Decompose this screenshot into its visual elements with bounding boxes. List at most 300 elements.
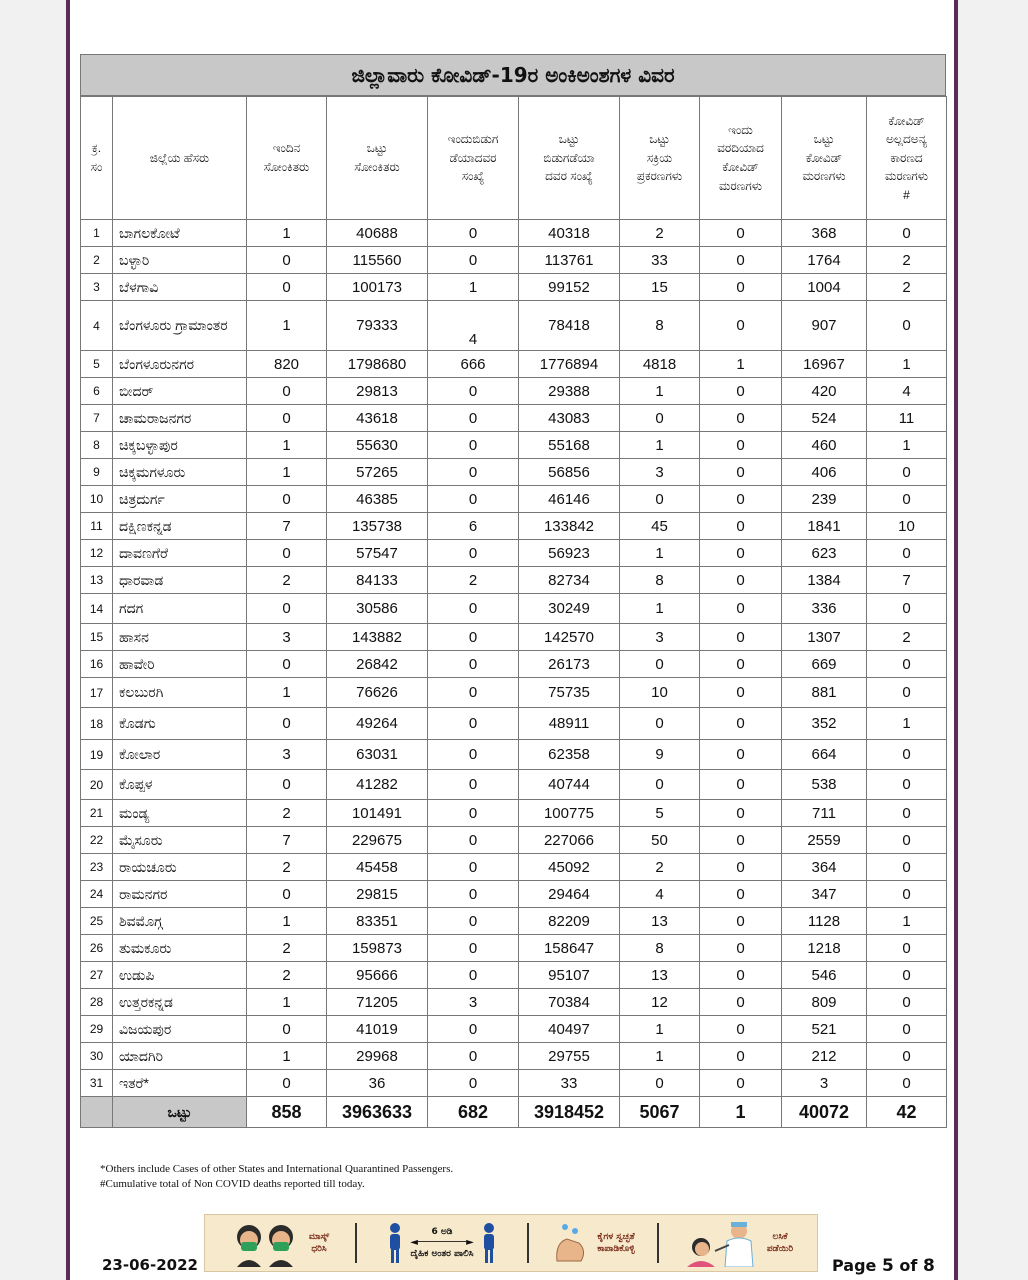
total-cases-cell: 143882 bbox=[327, 624, 428, 651]
total-deaths-cell: 711 bbox=[782, 800, 867, 827]
active-cases-cell: 12 bbox=[620, 989, 700, 1016]
today-deaths-cell: 0 bbox=[700, 935, 782, 962]
table-row bbox=[81, 989, 947, 1016]
today-deaths-cell: 1 bbox=[700, 351, 782, 378]
active-cases-cell: 5 bbox=[620, 800, 700, 827]
today-discharged-cell: 0 bbox=[428, 935, 519, 962]
active-cases-cell: 0 bbox=[620, 405, 700, 432]
total-cases-cell: 83351 bbox=[327, 908, 428, 935]
district-name-cell: ಚಿಕ್ಕಬಳ್ಳಾಪುರ bbox=[113, 432, 247, 459]
table-row bbox=[81, 1016, 947, 1043]
today-cases-cell: 3 bbox=[247, 624, 327, 651]
today-cases-cell: 2 bbox=[247, 962, 327, 989]
district-name-cell: ಚಿಕ್ಕಮಗಳೂರು bbox=[113, 459, 247, 486]
today-cases-cell: 0 bbox=[247, 770, 327, 800]
total-today-deaths-cell: 1 bbox=[700, 1097, 782, 1128]
table-body bbox=[81, 220, 947, 1128]
distance-section: 6 ಅಡಿ ◄────────► ದೈಹಿಕ ಅಂತರ ಪಾಲಿಸಿ bbox=[357, 1215, 527, 1271]
person-icon bbox=[482, 1223, 496, 1263]
total-discharged-cell: 56923 bbox=[519, 540, 620, 567]
today-discharged-cell: 0 bbox=[428, 651, 519, 678]
table-row bbox=[81, 708, 947, 740]
district-name-cell: ಉಡುಪಿ bbox=[113, 962, 247, 989]
table-row bbox=[81, 1070, 947, 1097]
today-discharged-cell: 0 bbox=[428, 678, 519, 708]
today-deaths-cell: 0 bbox=[700, 540, 782, 567]
total-deaths-cell: 669 bbox=[782, 651, 867, 678]
serial-cell: 16 bbox=[81, 651, 113, 678]
total-cases-cell: 71205 bbox=[327, 989, 428, 1016]
serial-cell: 12 bbox=[81, 540, 113, 567]
today-cases-cell: 1 bbox=[247, 1043, 327, 1070]
total-deaths-cell: 420 bbox=[782, 378, 867, 405]
table-row bbox=[81, 678, 947, 708]
today-deaths-cell: 0 bbox=[700, 301, 782, 351]
distance-arrow-icon: ◄────────► bbox=[410, 1237, 474, 1248]
district-name-cell: ಗದಗ bbox=[113, 594, 247, 624]
total-discharged-cell: 78418 bbox=[519, 301, 620, 351]
today-deaths-cell: 0 bbox=[700, 459, 782, 486]
district-name-cell: ಚಿತ್ರದುರ್ಗ bbox=[113, 486, 247, 513]
total-deaths-cell: 1764 bbox=[782, 247, 867, 274]
district-name-cell: ಹಾಸನ bbox=[113, 624, 247, 651]
table-row bbox=[81, 854, 947, 881]
total-discharged-cell: 95107 bbox=[519, 962, 620, 989]
total-deaths-cell: 3 bbox=[782, 1070, 867, 1097]
district-name-cell: ಬಾಗಲಕೋಟೆ bbox=[113, 220, 247, 247]
total-cases-cell: 43618 bbox=[327, 405, 428, 432]
active-cases-cell: 0 bbox=[620, 486, 700, 513]
active-cases-cell: 4818 bbox=[620, 351, 700, 378]
table-row bbox=[81, 881, 947, 908]
serial-cell: 28 bbox=[81, 989, 113, 1016]
header-non-covid-deaths: ಕೋವಿಡ್ ಅಲ್ಲದಅನ್ಯ ಕಾರಣದ ಮರಣಗಳು # bbox=[867, 97, 947, 220]
today-deaths-cell: 0 bbox=[700, 1043, 782, 1070]
total-deaths-cell: 406 bbox=[782, 459, 867, 486]
total-discharged-cell: 99152 bbox=[519, 274, 620, 301]
today-discharged-cell: 0 bbox=[428, 247, 519, 274]
total-deaths-cell: 347 bbox=[782, 881, 867, 908]
table-row bbox=[81, 567, 947, 594]
non-covid-deaths-cell: 0 bbox=[867, 989, 947, 1016]
total-cases-cell: 1798680 bbox=[327, 351, 428, 378]
total-row bbox=[81, 1097, 947, 1128]
total-cases-cell: 57265 bbox=[327, 459, 428, 486]
active-cases-cell: 2 bbox=[620, 854, 700, 881]
total-discharged-cell: 43083 bbox=[519, 405, 620, 432]
today-discharged-cell: 0 bbox=[428, 1043, 519, 1070]
table-row bbox=[81, 800, 947, 827]
total-discharged-cell: 40744 bbox=[519, 770, 620, 800]
vaccination-icon bbox=[681, 1219, 761, 1267]
non-covid-deaths-cell: 0 bbox=[867, 854, 947, 881]
today-deaths-cell: 0 bbox=[700, 220, 782, 247]
header-total-deaths: ಒಟ್ಟು ಕೋವಿಡ್ ಮರಣಗಳು bbox=[782, 97, 867, 220]
handwash-icon bbox=[551, 1221, 591, 1265]
active-cases-cell: 4 bbox=[620, 881, 700, 908]
active-cases-cell: 0 bbox=[620, 1070, 700, 1097]
today-cases-cell: 2 bbox=[247, 935, 327, 962]
table-row bbox=[81, 405, 947, 432]
non-covid-deaths-cell: 0 bbox=[867, 540, 947, 567]
today-cases-cell: 0 bbox=[247, 1070, 327, 1097]
non-covid-deaths-cell: 0 bbox=[867, 935, 947, 962]
active-cases-cell: 9 bbox=[620, 740, 700, 770]
non-covid-deaths-cell: 0 bbox=[867, 594, 947, 624]
non-covid-deaths-cell: 11 bbox=[867, 405, 947, 432]
header-today-cases: ಇಂದಿನ ಸೋಂಕಿತರು bbox=[247, 97, 327, 220]
footnote-others: *Others include Cases of other States and International Quarantined Passengers. bbox=[100, 1163, 454, 1175]
today-discharged-cell: 0 bbox=[428, 800, 519, 827]
today-cases-cell: 0 bbox=[247, 881, 327, 908]
total-cases-cell: 79333 bbox=[327, 301, 428, 351]
active-cases-cell: 10 bbox=[620, 678, 700, 708]
total-discharged-cell: 48911 bbox=[519, 708, 620, 740]
total-discharged-cell: 158647 bbox=[519, 935, 620, 962]
header-total-discharged: ಒಟ್ಟು ಬಿಡುಗಡೆಯಾ ದವರ ಸಂಖ್ಯೆ bbox=[519, 97, 620, 220]
total-cases-cell: 159873 bbox=[327, 935, 428, 962]
district-name-cell: ಕೋಲಾರ bbox=[113, 740, 247, 770]
district-name-cell: ಇತರೆ* bbox=[113, 1070, 247, 1097]
total-discharged-cell: 29755 bbox=[519, 1043, 620, 1070]
total-cases-cell: 76626 bbox=[327, 678, 428, 708]
active-cases-cell: 0 bbox=[620, 770, 700, 800]
non-covid-deaths-cell: 2 bbox=[867, 624, 947, 651]
mask-people-icon bbox=[231, 1219, 301, 1267]
today-discharged-cell: 0 bbox=[428, 432, 519, 459]
non-covid-deaths-cell: 0 bbox=[867, 1070, 947, 1097]
table-row bbox=[81, 486, 947, 513]
today-deaths-cell: 0 bbox=[700, 1016, 782, 1043]
total-discharged-cell: 29464 bbox=[519, 881, 620, 908]
total-discharged-cell: 33 bbox=[519, 1070, 620, 1097]
table-row bbox=[81, 770, 947, 800]
total-cases-cell: 229675 bbox=[327, 827, 428, 854]
header-serial: ಕ್ರ. ಸಂ bbox=[81, 97, 113, 220]
today-cases-cell: 1 bbox=[247, 678, 327, 708]
district-name-cell: ಮೈಸೂರು bbox=[113, 827, 247, 854]
table-row bbox=[81, 513, 947, 540]
active-cases-cell: 8 bbox=[620, 935, 700, 962]
active-cases-cell: 13 bbox=[620, 908, 700, 935]
active-cases-cell: 1 bbox=[620, 594, 700, 624]
total-deaths-cell: 460 bbox=[782, 432, 867, 459]
serial-cell: 22 bbox=[81, 827, 113, 854]
total-discharged-cell: 82209 bbox=[519, 908, 620, 935]
total-discharged-cell: 75735 bbox=[519, 678, 620, 708]
total-deaths-cell: 239 bbox=[782, 486, 867, 513]
table-row bbox=[81, 274, 947, 301]
serial-cell: 2 bbox=[81, 247, 113, 274]
total-deaths-cell: 809 bbox=[782, 989, 867, 1016]
total-deaths-cell: 1841 bbox=[782, 513, 867, 540]
active-cases-cell: 1 bbox=[620, 378, 700, 405]
table-row bbox=[81, 301, 947, 351]
table-row bbox=[81, 908, 947, 935]
total-discharged-cell: 26173 bbox=[519, 651, 620, 678]
active-cases-cell: 33 bbox=[620, 247, 700, 274]
today-deaths-cell: 0 bbox=[700, 378, 782, 405]
total-discharged-cell: 40497 bbox=[519, 1016, 620, 1043]
today-discharged-cell: 2 bbox=[428, 567, 519, 594]
today-discharged-cell: 0 bbox=[428, 405, 519, 432]
today-deaths-cell: 0 bbox=[700, 432, 782, 459]
active-cases-cell: 8 bbox=[620, 301, 700, 351]
district-name-cell: ದಕ್ಷಿಣಕನ್ನಡ bbox=[113, 513, 247, 540]
district-name-cell: ಕಲಬುರಗಿ bbox=[113, 678, 247, 708]
non-covid-deaths-cell: 0 bbox=[867, 651, 947, 678]
serial-cell: 5 bbox=[81, 351, 113, 378]
total-deaths-cell: 336 bbox=[782, 594, 867, 624]
district-name-cell: ವಿಜಯಪುರ bbox=[113, 1016, 247, 1043]
active-cases-cell: 50 bbox=[620, 827, 700, 854]
page-number: Page 5 of 8 bbox=[832, 1256, 935, 1276]
active-cases-cell: 0 bbox=[620, 651, 700, 678]
non-covid-deaths-cell: 7 bbox=[867, 567, 947, 594]
today-deaths-cell: 0 bbox=[700, 624, 782, 651]
non-covid-deaths-cell: 0 bbox=[867, 459, 947, 486]
today-deaths-cell: 0 bbox=[700, 486, 782, 513]
today-discharged-cell: 0 bbox=[428, 540, 519, 567]
today-discharged-cell: 0 bbox=[428, 459, 519, 486]
today-cases-cell: 1 bbox=[247, 432, 327, 459]
district-name-cell: ಉತ್ತರಕನ್ನಡ bbox=[113, 989, 247, 1016]
serial-cell: 19 bbox=[81, 740, 113, 770]
today-cases-cell: 0 bbox=[247, 651, 327, 678]
total-cases-cell: 135738 bbox=[327, 513, 428, 540]
today-deaths-cell: 0 bbox=[700, 800, 782, 827]
serial-cell: 23 bbox=[81, 854, 113, 881]
district-name-cell: ಶಿವಮೊಗ್ಗ bbox=[113, 908, 247, 935]
today-cases-cell: 0 bbox=[247, 708, 327, 740]
non-covid-deaths-cell: 0 bbox=[867, 1043, 947, 1070]
non-covid-deaths-cell: 0 bbox=[867, 678, 947, 708]
vaccine-section: ಲಸಿಕೆ ಪಡೆಯಿರಿ bbox=[659, 1215, 815, 1271]
serial-cell: 3 bbox=[81, 274, 113, 301]
non-covid-deaths-cell: 0 bbox=[867, 962, 947, 989]
total-serial-cell bbox=[81, 1097, 113, 1128]
total-cases-cell: 95666 bbox=[327, 962, 428, 989]
today-cases-cell: 1 bbox=[247, 908, 327, 935]
today-cases-cell: 0 bbox=[247, 486, 327, 513]
active-cases-cell: 1 bbox=[620, 540, 700, 567]
total-discharged-cell: 1776894 bbox=[519, 351, 620, 378]
non-covid-deaths-cell: 1 bbox=[867, 432, 947, 459]
today-discharged-cell: 666 bbox=[428, 351, 519, 378]
total-cases-cell: 63031 bbox=[327, 740, 428, 770]
total-cases-cell: 55630 bbox=[327, 432, 428, 459]
today-discharged-cell: 0 bbox=[428, 378, 519, 405]
table-row bbox=[81, 827, 947, 854]
total-discharged-cell: 55168 bbox=[519, 432, 620, 459]
today-discharged-cell: 0 bbox=[428, 1070, 519, 1097]
serial-cell: 15 bbox=[81, 624, 113, 651]
serial-cell: 10 bbox=[81, 486, 113, 513]
page-title: ಜಿಲ್ಲಾವಾರು ಕೋವಿಡ್-19ರ ಅಂಕಿಅಂಶಗಳ ವಿವರ bbox=[80, 54, 946, 96]
header-today-discharged: ಇಂದುಬಿಡುಗ ಡೆಯಾದವರ ಸಂಖ್ಯೆ bbox=[428, 97, 519, 220]
total-cases-cell: 45458 bbox=[327, 854, 428, 881]
today-deaths-cell: 0 bbox=[700, 405, 782, 432]
serial-cell: 20 bbox=[81, 770, 113, 800]
table-row bbox=[81, 962, 947, 989]
total-deaths-cell: 1004 bbox=[782, 274, 867, 301]
today-deaths-cell: 0 bbox=[700, 678, 782, 708]
total-cases-cell: 29813 bbox=[327, 378, 428, 405]
today-deaths-cell: 0 bbox=[700, 740, 782, 770]
serial-cell: 13 bbox=[81, 567, 113, 594]
footnote-non-covid: #Cumulative total of Non COVID deaths reported till today. bbox=[100, 1178, 365, 1190]
today-discharged-cell: 1 bbox=[428, 274, 519, 301]
serial-cell: 29 bbox=[81, 1016, 113, 1043]
total-deaths-cell: 1218 bbox=[782, 935, 867, 962]
today-discharged-cell: 0 bbox=[428, 908, 519, 935]
district-name-cell: ಕೊಪ್ಪಳ bbox=[113, 770, 247, 800]
total-cases-cell: 26842 bbox=[327, 651, 428, 678]
today-cases-cell: 0 bbox=[247, 540, 327, 567]
non-covid-deaths-cell: 0 bbox=[867, 1016, 947, 1043]
total-deaths-cell: 524 bbox=[782, 405, 867, 432]
serial-cell: 26 bbox=[81, 935, 113, 962]
table-row bbox=[81, 247, 947, 274]
table-row bbox=[81, 459, 947, 486]
today-cases-cell: 0 bbox=[247, 247, 327, 274]
today-deaths-cell: 0 bbox=[700, 708, 782, 740]
non-covid-deaths-cell: 1 bbox=[867, 708, 947, 740]
today-cases-cell: 3 bbox=[247, 740, 327, 770]
today-cases-cell: 7 bbox=[247, 513, 327, 540]
today-deaths-cell: 0 bbox=[700, 247, 782, 274]
district-name-cell: ಹಾವೇರಿ bbox=[113, 651, 247, 678]
table-row bbox=[81, 935, 947, 962]
today-cases-cell: 820 bbox=[247, 351, 327, 378]
district-covid-table bbox=[80, 96, 947, 1128]
today-cases-cell: 0 bbox=[247, 594, 327, 624]
district-name-cell: ಧಾರವಾಡ bbox=[113, 567, 247, 594]
total-cases-cell: 49264 bbox=[327, 708, 428, 740]
total-discharged-cell: 40318 bbox=[519, 220, 620, 247]
total-discharged-cell: 113761 bbox=[519, 247, 620, 274]
today-cases-cell: 0 bbox=[247, 274, 327, 301]
total-deaths-cell: 546 bbox=[782, 962, 867, 989]
today-cases-cell: 1 bbox=[247, 459, 327, 486]
serial-cell: 9 bbox=[81, 459, 113, 486]
serial-cell: 8 bbox=[81, 432, 113, 459]
serial-cell: 17 bbox=[81, 678, 113, 708]
total-discharged-cell: 100775 bbox=[519, 800, 620, 827]
table-row bbox=[81, 378, 947, 405]
total-cases-cell: 29815 bbox=[327, 881, 428, 908]
handwash-section: ಕೈಗಳ ಸ್ವಚ್ಛತೆ ಕಾಪಾಡಿಕೊಳ್ಳಿ bbox=[529, 1215, 657, 1271]
today-cases-cell: 2 bbox=[247, 854, 327, 881]
today-cases-cell: 0 bbox=[247, 405, 327, 432]
district-name-cell: ಬೆಳಗಾವಿ bbox=[113, 274, 247, 301]
table-row bbox=[81, 220, 947, 247]
total-discharged-cell: 29388 bbox=[519, 378, 620, 405]
total-cases-cell: 30586 bbox=[327, 594, 428, 624]
non-covid-deaths-cell: 0 bbox=[867, 827, 947, 854]
total-discharged-cell: 56856 bbox=[519, 459, 620, 486]
active-cases-cell: 0 bbox=[620, 708, 700, 740]
total-cases-cell: 115560 bbox=[327, 247, 428, 274]
active-cases-cell: 3 bbox=[620, 459, 700, 486]
district-name-cell: ಕೊಡಗು bbox=[113, 708, 247, 740]
total-today-cases-cell: 858 bbox=[247, 1097, 327, 1128]
total-deaths-cell: 538 bbox=[782, 770, 867, 800]
active-cases-cell: 15 bbox=[620, 274, 700, 301]
total-deaths-cell: 368 bbox=[782, 220, 867, 247]
total-cases-cell: 46385 bbox=[327, 486, 428, 513]
today-deaths-cell: 0 bbox=[700, 274, 782, 301]
serial-cell: 11 bbox=[81, 513, 113, 540]
today-deaths-cell: 0 bbox=[700, 594, 782, 624]
today-discharged-cell: 0 bbox=[428, 881, 519, 908]
total-cases-cell: 40688 bbox=[327, 220, 428, 247]
non-covid-deaths-cell: 1 bbox=[867, 908, 947, 935]
table-row bbox=[81, 540, 947, 567]
active-cases-cell: 45 bbox=[620, 513, 700, 540]
non-covid-deaths-cell: 0 bbox=[867, 770, 947, 800]
serial-cell: 24 bbox=[81, 881, 113, 908]
today-discharged-cell: 0 bbox=[428, 740, 519, 770]
total-cases-cell: 41282 bbox=[327, 770, 428, 800]
total-cases-cell: 41019 bbox=[327, 1016, 428, 1043]
non-covid-deaths-cell: 1 bbox=[867, 351, 947, 378]
total-today-discharged-cell: 682 bbox=[428, 1097, 519, 1128]
district-name-cell: ಯಾದಗಿರಿ bbox=[113, 1043, 247, 1070]
serial-cell: 4 bbox=[81, 301, 113, 351]
header-total-cases: ಒಟ್ಟು ಸೋಂಕಿತರು bbox=[327, 97, 428, 220]
table-row bbox=[81, 624, 947, 651]
today-deaths-cell: 0 bbox=[700, 989, 782, 1016]
today-deaths-cell: 0 bbox=[700, 881, 782, 908]
mask-section: ಮಾಸ್ಕ್ ಧರಿಸಿ bbox=[205, 1215, 355, 1271]
total-cases-cell: 57547 bbox=[327, 540, 428, 567]
total-deaths-cell: 212 bbox=[782, 1043, 867, 1070]
district-name-cell: ಬೀದರ್ bbox=[113, 378, 247, 405]
table-row bbox=[81, 351, 947, 378]
total-total-deaths-cell: 40072 bbox=[782, 1097, 867, 1128]
table-row bbox=[81, 740, 947, 770]
today-cases-cell: 2 bbox=[247, 800, 327, 827]
district-name-cell: ದಾವಣಗೆರೆ bbox=[113, 540, 247, 567]
today-discharged-cell: 0 bbox=[428, 624, 519, 651]
total-deaths-cell: 1128 bbox=[782, 908, 867, 935]
total-discharged-cell: 70384 bbox=[519, 989, 620, 1016]
document-page bbox=[66, 0, 958, 1280]
total-discharged-cell: 62358 bbox=[519, 740, 620, 770]
total-total-discharged-cell: 3918452 bbox=[519, 1097, 620, 1128]
non-covid-deaths-cell: 4 bbox=[867, 378, 947, 405]
active-cases-cell: 1 bbox=[620, 1016, 700, 1043]
today-discharged-cell: 4 bbox=[428, 301, 519, 351]
active-cases-cell: 2 bbox=[620, 220, 700, 247]
header-today-deaths: ಇಂದು ವರದಿಯಾದ ಕೋವಿಡ್ ಮರಣಗಳು bbox=[700, 97, 782, 220]
covid-awareness-banner bbox=[204, 1214, 818, 1272]
today-discharged-cell: 0 bbox=[428, 486, 519, 513]
active-cases-cell: 1 bbox=[620, 432, 700, 459]
table-row bbox=[81, 594, 947, 624]
district-name-cell: ಚಾಮರಾಜನಗರ bbox=[113, 405, 247, 432]
total-discharged-cell: 46146 bbox=[519, 486, 620, 513]
non-covid-deaths-cell: 0 bbox=[867, 800, 947, 827]
today-deaths-cell: 0 bbox=[700, 854, 782, 881]
today-deaths-cell: 0 bbox=[700, 770, 782, 800]
today-cases-cell: 7 bbox=[247, 827, 327, 854]
table-header-row bbox=[81, 97, 947, 220]
total-deaths-cell: 364 bbox=[782, 854, 867, 881]
total-cases-cell: 36 bbox=[327, 1070, 428, 1097]
serial-cell: 30 bbox=[81, 1043, 113, 1070]
